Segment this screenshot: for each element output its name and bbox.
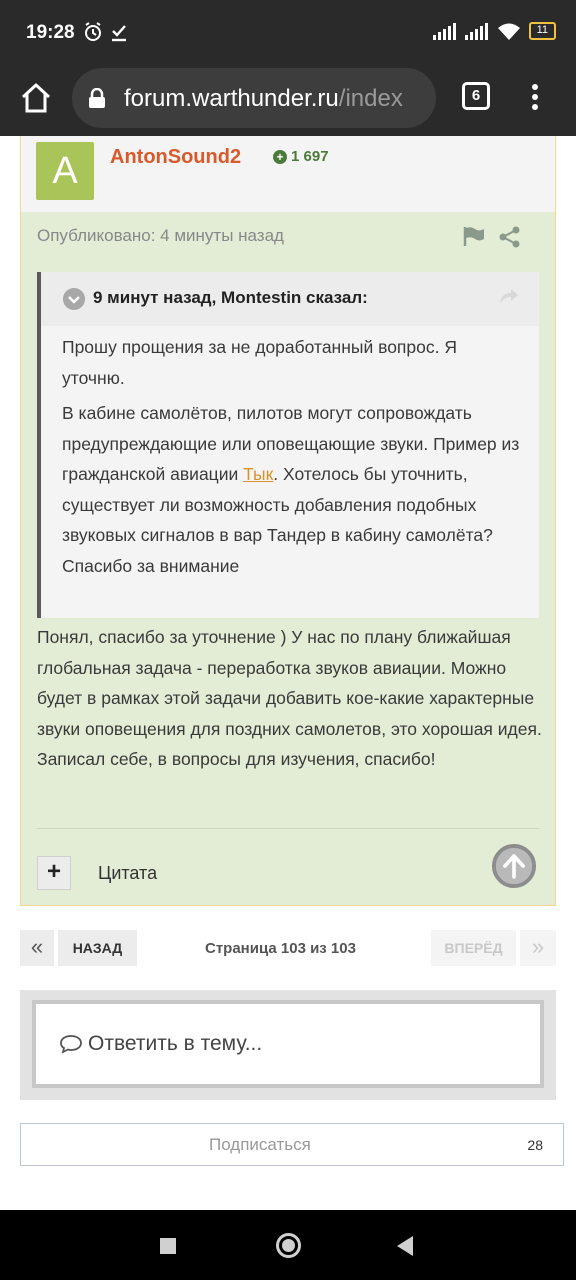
signal-icon: [433, 22, 457, 40]
subscriber-count: 28: [527, 1137, 543, 1153]
prev-page-button[interactable]: НАЗАД: [58, 930, 137, 966]
quote-header[interactable]: [41, 272, 539, 326]
multiquote-button[interactable]: +: [37, 856, 71, 890]
last-page-button: »: [520, 930, 556, 966]
plus-circle-icon: +: [273, 150, 287, 164]
status-bar: [0, 0, 576, 66]
alarm-icon: [84, 22, 102, 42]
page-info: Страница 103 из 103: [205, 940, 356, 957]
comment-icon: [60, 1034, 82, 1054]
download-check-icon: [110, 22, 128, 42]
post-content: Понял, спасибо за уточнение ) У нас по плану ближайшая глобальная задача - переработка звуков авиации. Можно будет в рамках этой задачи добавить кое-какие характерные звуки оповещения для поздних самолетов, это хорошая идея. Записал себе, в вопросы для изучения, спасибо!: [37, 627, 542, 769]
scroll-to-top-icon[interactable]: [492, 844, 536, 888]
forum-post: [20, 136, 556, 906]
quote-button[interactable]: Цитата: [98, 863, 158, 883]
battery-level: 11: [536, 24, 548, 36]
post-header: [21, 136, 555, 212]
tabs-button[interactable]: 6: [462, 82, 490, 110]
home-icon[interactable]: [20, 82, 52, 114]
next-page-button: ВПЕРЁД: [431, 930, 516, 966]
system-nav-bar: [0, 1210, 576, 1280]
tyk-link[interactable]: Тык: [243, 464, 274, 484]
quote-text: . Хотелось бы уточнить, существует ли возможность добавления подобных звуковых сигналов в вар Тандер в кабину самолёта? Спасибо за внимание: [62, 464, 493, 576]
status-icons-left: [84, 22, 128, 42]
reputation-value: 1 697: [291, 148, 329, 165]
url-path: /index: [338, 85, 403, 112]
status-time: 19:28: [26, 22, 75, 43]
recents-icon[interactable]: [160, 1238, 176, 1254]
browser-toolbar: [0, 66, 576, 136]
lock-icon: [88, 88, 106, 108]
quote-paragraph: Прошу прощения за не доработанный вопрос. Я уточню.: [62, 337, 457, 388]
home-nav-icon[interactable]: [276, 1233, 301, 1258]
quote-paragraph: [62, 398, 522, 581]
share-icon[interactable]: [499, 226, 521, 248]
posted-time: Опубликовано: 4 минуты назад: [37, 226, 284, 245]
share-arrow-icon[interactable]: [499, 288, 519, 306]
url-text: [124, 85, 403, 113]
signal-icon-2: [465, 22, 489, 40]
quote-block: [37, 272, 539, 618]
author-name[interactable]: AntonSound2: [110, 146, 242, 168]
address-bar[interactable]: [72, 68, 436, 128]
reply-prompt-text: Ответить в тему...: [88, 1032, 263, 1055]
reply-container: [20, 990, 556, 1100]
battery-icon: [529, 22, 556, 40]
reply-input[interactable]: [32, 1000, 544, 1088]
status-icons-right: [433, 22, 556, 40]
back-icon[interactable]: [397, 1236, 413, 1256]
wifi-icon: [497, 22, 521, 40]
divider: [37, 828, 539, 829]
avatar[interactable]: A: [36, 142, 94, 200]
reputation-badge: [273, 148, 329, 165]
quote-body: [62, 332, 522, 586]
url-host: forum.warthunder.ru: [124, 85, 339, 112]
subscribe-label: Подписаться: [209, 1135, 311, 1154]
chevron-down-icon[interactable]: [63, 288, 85, 310]
report-flag-icon[interactable]: [463, 226, 485, 246]
first-page-button[interactable]: «: [20, 930, 54, 966]
quote-text: В кабине самолётов, пилотов могут сопровождать предупреждающие или оповещающие звуки. Пример из гражданской авиации: [62, 403, 520, 484]
reply-prompt: [60, 1032, 262, 1056]
menu-icon[interactable]: [530, 84, 540, 114]
quote-author: 9 минут назад, Montestin сказал:: [93, 288, 368, 307]
subscribe-button[interactable]: [20, 1123, 564, 1166]
